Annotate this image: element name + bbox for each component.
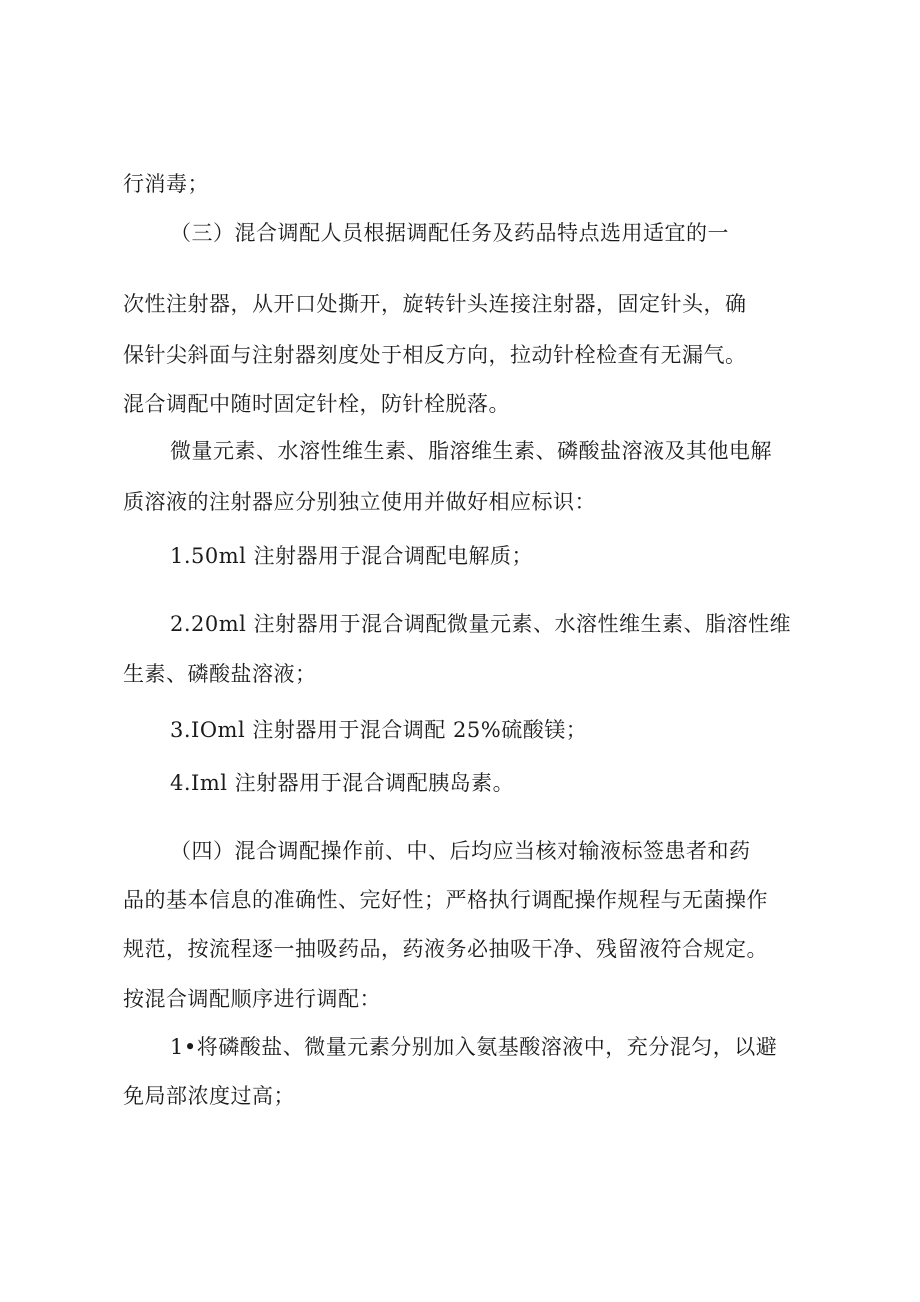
text-line: 次性注射器，从开口处撕开，旋转针头连接注射器，固定针头，确: [123, 292, 747, 316]
text-line: 按混合调配顺序进行调配：: [123, 987, 381, 1011]
section-heading: （四）混合调配操作前、中、后均应当核对输液标签患者和药: [170, 839, 751, 863]
list-item: 4.Iml 注射器用于混合调配胰岛素。: [170, 771, 515, 795]
section-heading: （三）混合调配人员根据调配任务及药品特点选用适宜的一: [170, 221, 729, 245]
list-item: 1.50ml 注射器用于混合调配电解质；: [170, 544, 534, 568]
text-line: 生素、磷酸盐溶液；: [123, 662, 317, 686]
text-line: 品的基本信息的准确性、完好性；严格执行调配操作规程与无菌操作: [123, 888, 768, 912]
text-line: 行消毒；: [123, 172, 209, 196]
text-line: 微量元素、水溶性维生素、脂溶维生素、磷酸盐溶液及其他电解: [170, 439, 772, 463]
text-line: 质溶液的注射器应分别独立使用并做好相应标识：: [123, 490, 596, 514]
list-item: 1•将磷酸盐、微量元素分别加入氨基酸溶液中，充分混匀，以避: [170, 1035, 778, 1059]
text-line: 规范，按流程逐一抽吸药品，药液务必抽吸干净、残留液符合规定。: [123, 937, 768, 961]
text-line: 免局部浓度过高；: [123, 1084, 295, 1108]
list-item: 3.IOml 注射器用于混合调配 25%硫酸镁；: [170, 718, 588, 742]
list-item: 2.20ml 注射器用于混合调配微量元素、水溶性维生素、脂溶性维: [170, 612, 792, 636]
text-line: 混合调配中随时固定针栓，防针栓脱落。: [123, 392, 510, 416]
text-line: 保针尖斜面与注射器刻度处于相反方向，拉动针栓检查有无漏气。: [123, 343, 747, 367]
